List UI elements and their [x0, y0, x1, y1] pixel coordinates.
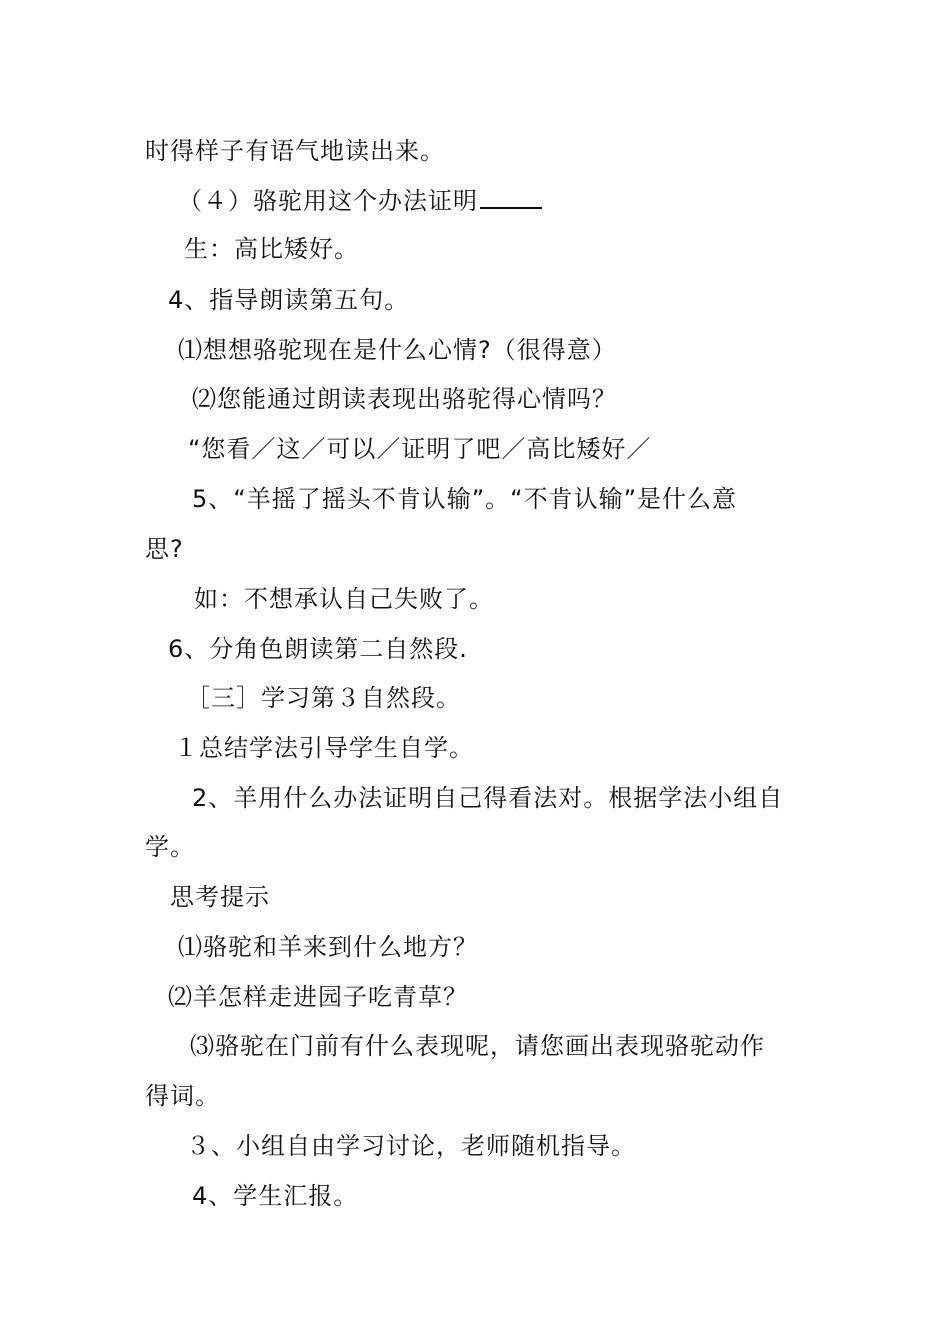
text-line: 思? [145, 535, 184, 563]
text-line: 4、学生汇报。 [192, 1182, 359, 1210]
text-line: 4、指导朗读第五句。 [168, 286, 410, 314]
text-line: 时得样子有语气地读出来。 [145, 137, 445, 165]
text-line: 得词。 [145, 1082, 220, 1110]
text-line: ⑵您能通过朗读表现出骆驼得心情吗？ [192, 385, 617, 413]
text-line: 学。 [145, 833, 195, 861]
text-line: ⑴想想骆驼现在是什么心情?（很得意） [178, 336, 617, 364]
text-line: “您看／这／可以／证明了吧／高比矮好／ [188, 435, 652, 463]
text-line: 6、分角色朗读第二自然段. [168, 635, 468, 663]
text-line: ⑵羊怎样走进园子吃青草？ [168, 983, 468, 1011]
fill-in-blank [480, 185, 542, 209]
text-line: 思考提示 [170, 883, 270, 911]
text-line: 生：高比矮好。 [184, 235, 359, 263]
text-line: 如：不想承认自己失败了。 [194, 585, 494, 613]
text-line: （４）骆驼用这个办法证明 [178, 187, 478, 215]
text-line: ⑶骆驼在门前有什么表现呢，请您画出表现骆驼动作 [190, 1032, 765, 1060]
text-line: 5、“羊摇了摇头不肯认输”。“不肯认输”是什么意 [192, 485, 738, 513]
text-line: １总结学法引导学生自学。 [174, 734, 474, 762]
text-line: 2、羊用什么办法证明自己得看法对。根据学法小组自 [192, 784, 784, 812]
text-line: ［三］学习第３自然段。 [186, 684, 461, 712]
text-line: ⑴骆驼和羊来到什么地方？ [178, 933, 478, 961]
text-line: ３、小组自由学习讨论，老师随机指导。 [186, 1132, 636, 1160]
text-line-with-blank [178, 185, 542, 216]
